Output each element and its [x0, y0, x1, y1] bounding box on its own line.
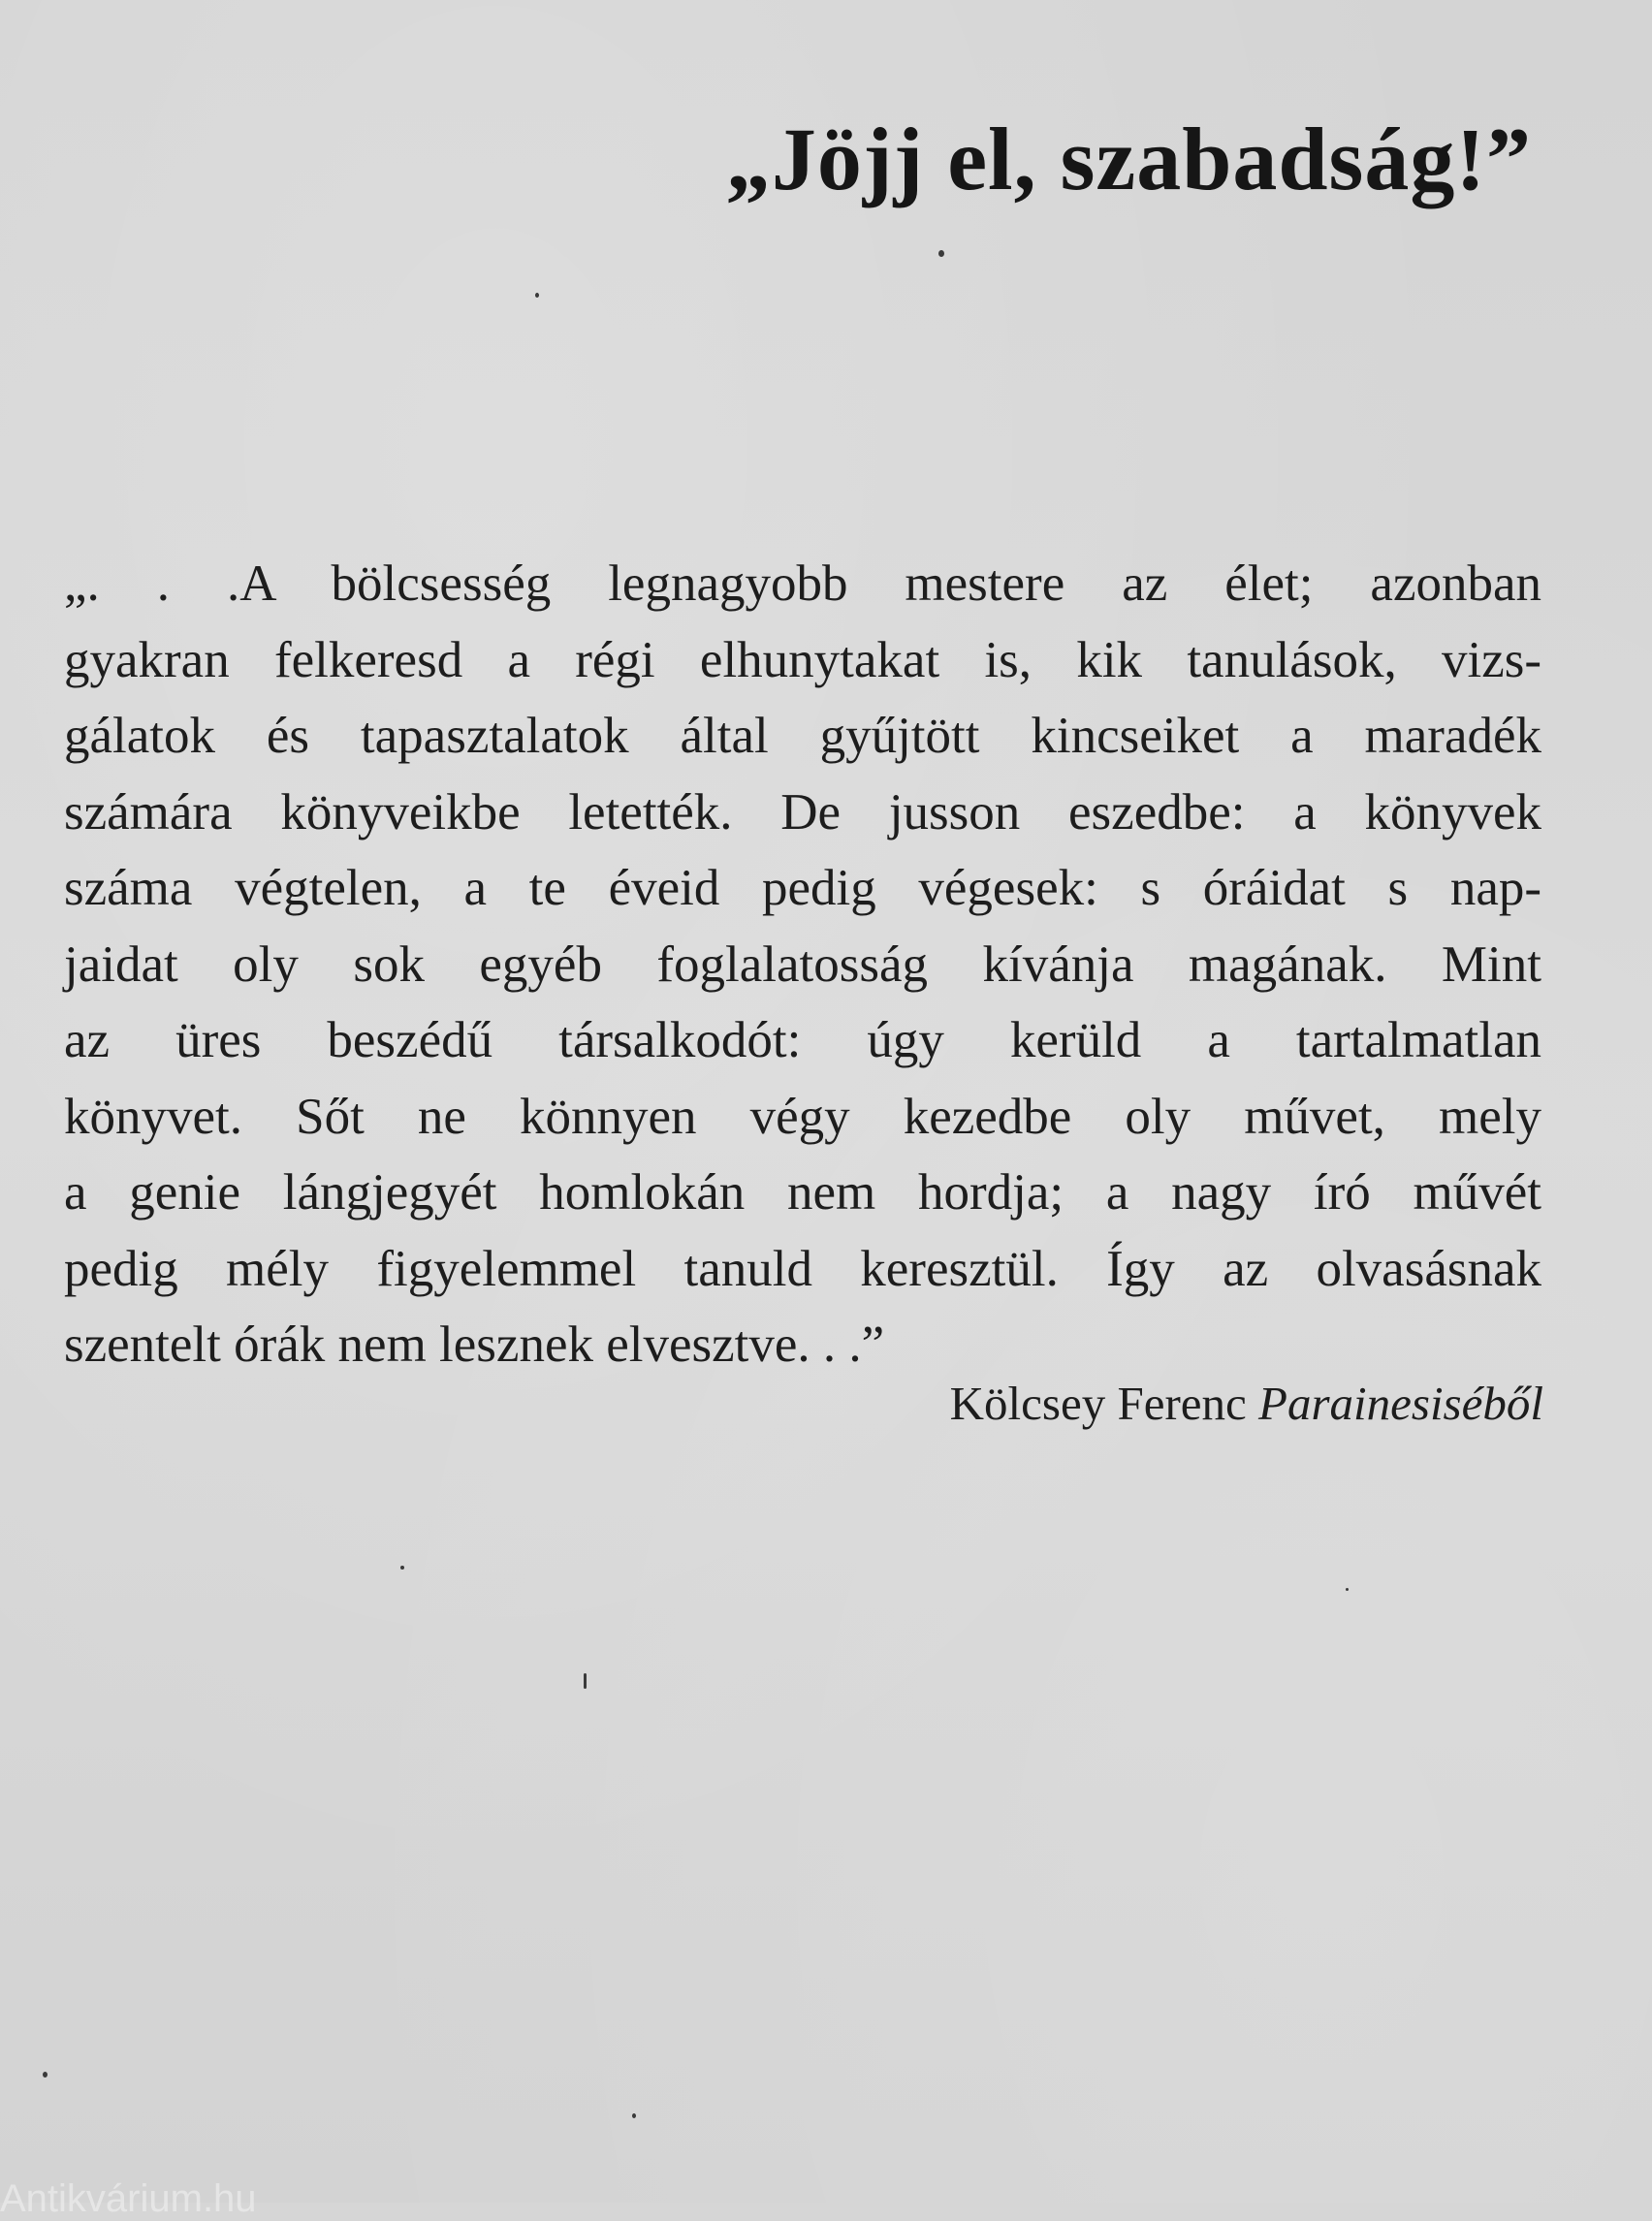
- quote-line-9: a genie lángjegyét homlokán nem hordja; a nagy író művét: [64, 1164, 1541, 1221]
- paper-speck: [1346, 1588, 1349, 1591]
- quote-line-5: száma végtelen, a te éveid pedig végesek: s óráidat s nap-: [64, 860, 1541, 916]
- quote-line-6: jaidat oly sok egyéb foglalatosság kívánja magának. Mint: [64, 936, 1541, 993]
- page-title: „Jöjj el, szabadság!”: [725, 110, 1532, 208]
- quote-line-1: „. . .A bölcsesség legnagyobb mestere az élet; azonban: [64, 555, 1541, 612]
- attribution: [950, 1375, 1543, 1433]
- quote-line-3: gálatok és tapasztalatok által gyűjtött kincseiket a maradék: [64, 708, 1541, 764]
- quote-line-8: könyvet. Sőt ne könnyen végy kezedbe oly művet, mely: [64, 1088, 1541, 1145]
- paper-speck: [584, 1673, 587, 1689]
- quote-line-11: szentelt órák nem lesznek elvesztve. . .”: [64, 1317, 885, 1373]
- paper-speck: [43, 2072, 48, 2078]
- quote-block: [64, 546, 1541, 1383]
- paper-speck: [400, 1566, 404, 1570]
- quote-line-7: az üres beszédű társalkodót: úgy kerüld a tartalmatlan: [64, 1012, 1541, 1068]
- watermark-text: Antikvárium.hu: [0, 2177, 257, 2220]
- attribution-author: Kölcsey Ferenc: [949, 1377, 1247, 1430]
- quote-line-10: pedig mély figyelemmel tanuld keresztül. Így az olvasásnak: [64, 1240, 1541, 1297]
- quote-line-4: számára könyveikbe letették. De jusson eszedbe: a könyvek: [64, 783, 1541, 841]
- paper-speck: [632, 2113, 636, 2118]
- paper-speck: [938, 250, 944, 257]
- quote-line-2: gyakran felkeresd a régi elhunytakat is, kik tanulások, vizs-: [64, 631, 1541, 688]
- attribution-work: Parainesiséből: [1258, 1377, 1543, 1430]
- paper-speck: [535, 293, 539, 298]
